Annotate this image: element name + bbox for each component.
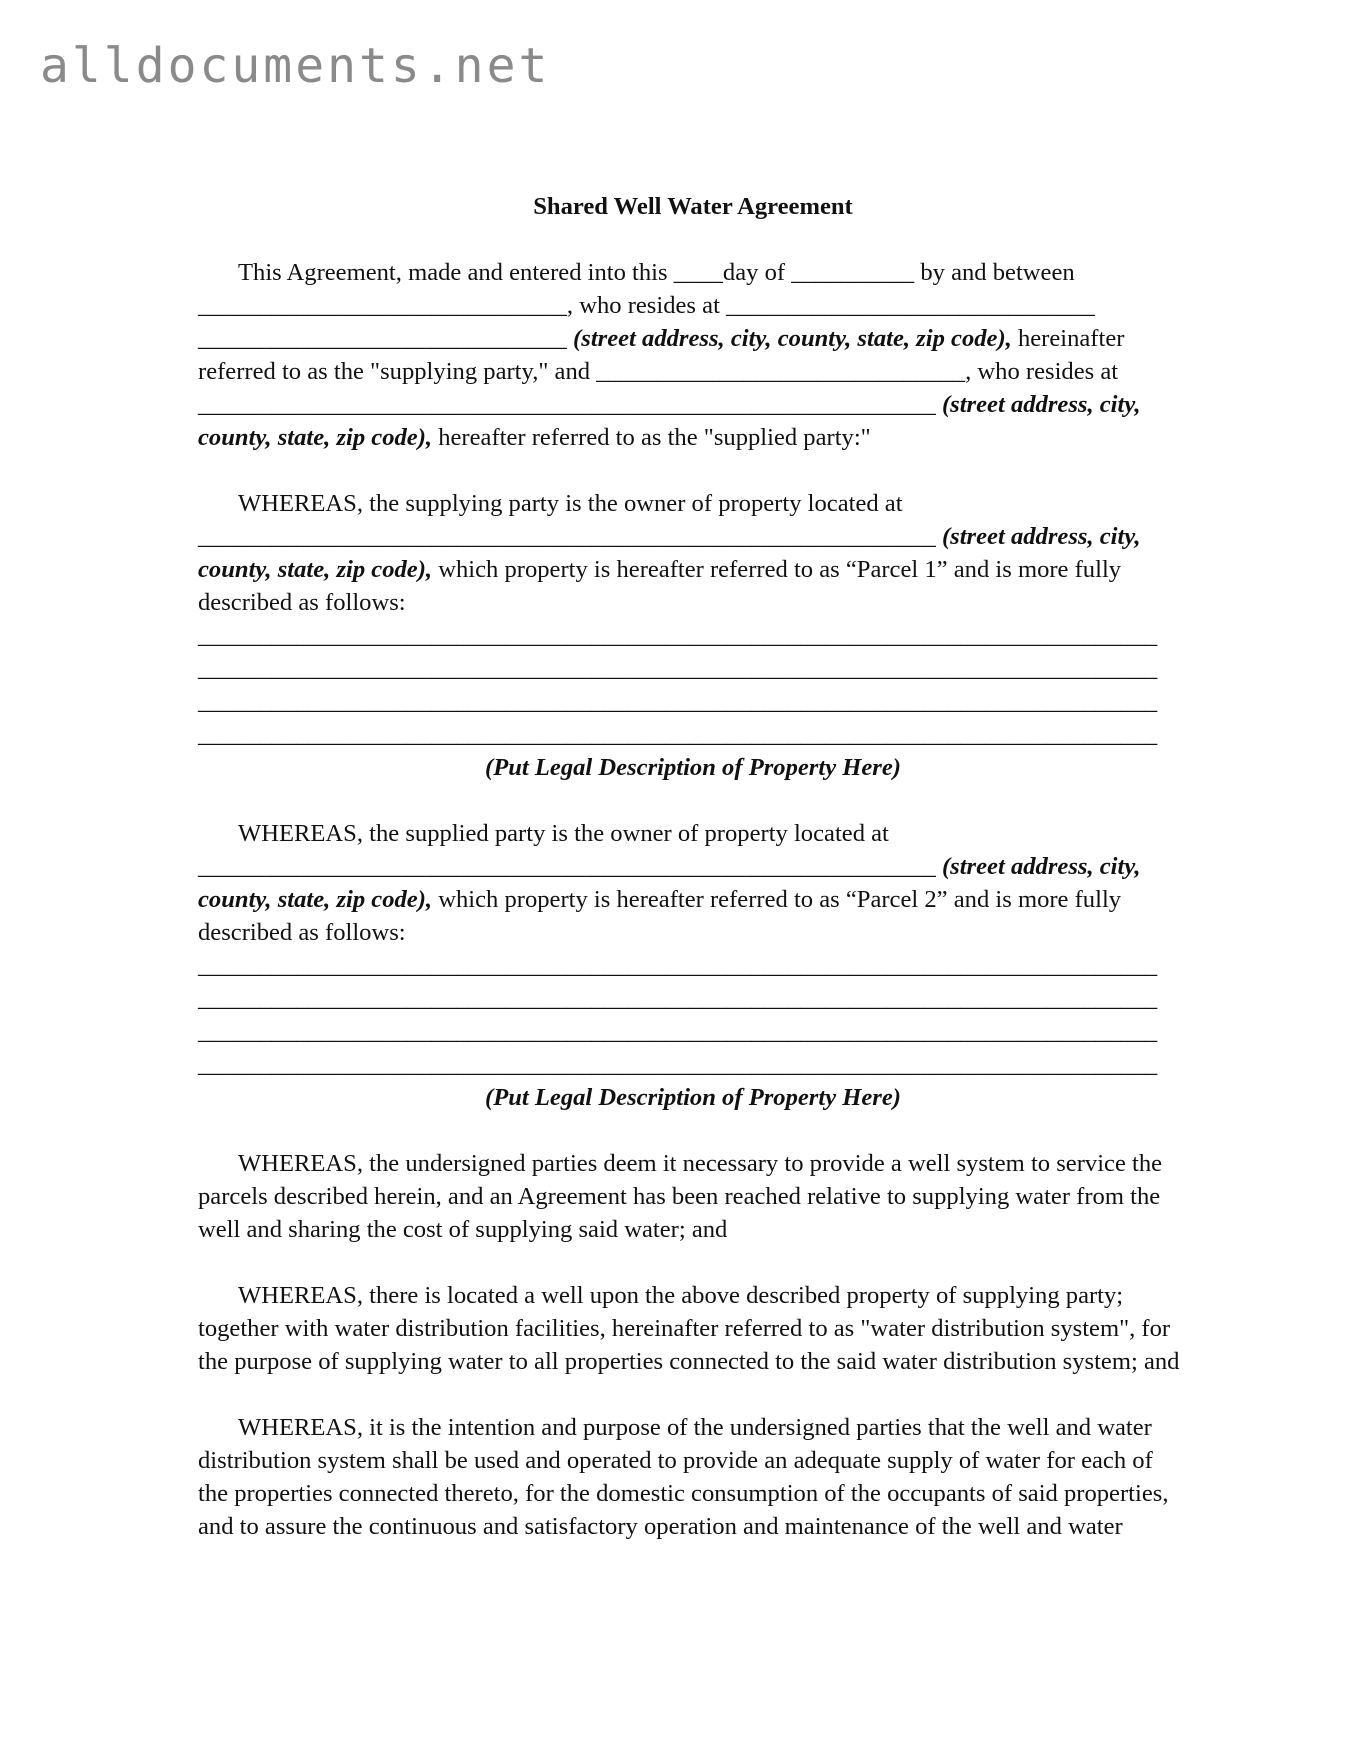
text-line <box>198 883 1188 916</box>
address-hint: (street address, city, county, state, zip code), <box>566 325 1012 352</box>
blank-line: ______________________________________________________________________________ <box>198 1018 1158 1045</box>
text-line: parcels described herein, and an Agreement has been reached relative to supplying water from the <box>198 1183 1161 1210</box>
legal-description-caption: (Put Legal Description of Property Here) <box>485 754 901 781</box>
text-line: the purpose of supplying water to all properties connected to the said water distribution system; and <box>198 1348 1180 1375</box>
intro-paragraph <box>198 256 1188 454</box>
address-hint: county, state, zip code), <box>198 424 433 451</box>
text-line <box>198 850 1188 883</box>
watermark: alldocuments.net <box>40 38 551 94</box>
blank-line: ______________________________________________________________________________ <box>198 1051 1158 1078</box>
text-line: referred to as the "supplying party," and ______________________________, who resides at <box>198 358 1119 385</box>
text-line: described as follows: <box>198 589 406 616</box>
address-hint: (street address, city, <box>935 853 1141 880</box>
text-line: ______________________________, who resides at ______________________________ <box>198 292 1095 319</box>
legal-description-caption: (Put Legal Description of Property Here) <box>485 1084 901 1111</box>
text-line: WHEREAS, there is located a well upon the above described property of supplying party; <box>238 1282 1124 1309</box>
text-line: WHEREAS, the undersigned parties deem it necessary to provide a well system to service the <box>238 1150 1163 1177</box>
document-title: Shared Well Water Agreement <box>533 193 853 220</box>
blank-field: ____________________________________________________________ <box>198 523 936 550</box>
text-line: together with water distribution facilities, hereinafter referred to as "water distribution system", for <box>198 1315 1171 1342</box>
address-hint: county, state, zip code), <box>198 556 433 583</box>
text-line: well and sharing the cost of supplying said water; and <box>198 1216 728 1243</box>
address-hint: (street address, city, <box>935 391 1141 418</box>
text-line: described as follows: <box>198 919 406 946</box>
blank-line: ______________________________________________________________________________ <box>198 721 1158 748</box>
text-line <box>198 322 1188 355</box>
text-fragment: which property is hereafter referred to as “Parcel 1” and is more fully <box>432 556 1122 583</box>
text-line <box>198 553 1188 586</box>
blank-line: ______________________________________________________________________________ <box>198 952 1158 979</box>
text-line <box>198 520 1188 553</box>
text-line <box>198 421 1188 454</box>
whereas-well-system-paragraph <box>198 1147 1188 1246</box>
text-line: WHEREAS, the supplied party is the owner of property located at <box>238 820 889 847</box>
text-line: distribution system shall be used and operated to provide an adequate supply of water for each of <box>198 1447 1153 1474</box>
blank-field: ____________________________________________________________ <box>198 391 936 418</box>
text-fragment: hereafter referred to as the "supplied party:" <box>432 424 871 451</box>
text-line: the properties connected thereto, for the domestic consumption of the occupants of said properties, <box>198 1480 1169 1507</box>
text-line: and to assure the continuous and satisfactory operation and maintenance of the well and water <box>198 1513 1123 1540</box>
blank-line: ______________________________________________________________________________ <box>198 688 1158 715</box>
whereas-intention-paragraph <box>198 1411 1188 1543</box>
address-hint: county, state, zip code), <box>198 886 433 913</box>
parcel-1-paragraph <box>198 487 1188 784</box>
text-fragment: which property is hereafter referred to as “Parcel 2” and is more fully <box>432 886 1122 913</box>
document-body <box>198 190 1188 1543</box>
parcel-2-paragraph <box>198 817 1188 1114</box>
blank-line: ______________________________________________________________________________ <box>198 655 1158 682</box>
blank-field: ____________________________________________________________ <box>198 853 936 880</box>
blank-line: ______________________________________________________________________________ <box>198 985 1158 1012</box>
text-line: WHEREAS, it is the intention and purpose of the undersigned parties that the well and water <box>238 1414 1152 1441</box>
text-line: WHEREAS, the supplying party is the owner of property located at <box>238 490 903 517</box>
blank-line: ______________________________________________________________________________ <box>198 622 1158 649</box>
blank-field: ______________________________ <box>198 325 567 352</box>
text-line <box>198 388 1188 421</box>
whereas-well-location-paragraph <box>198 1279 1188 1378</box>
text-fragment: hereinafter <box>1011 325 1125 352</box>
address-hint: (street address, city, <box>935 523 1141 550</box>
text-line: This Agreement, made and entered into this ____day of __________ by and between <box>238 259 1075 286</box>
